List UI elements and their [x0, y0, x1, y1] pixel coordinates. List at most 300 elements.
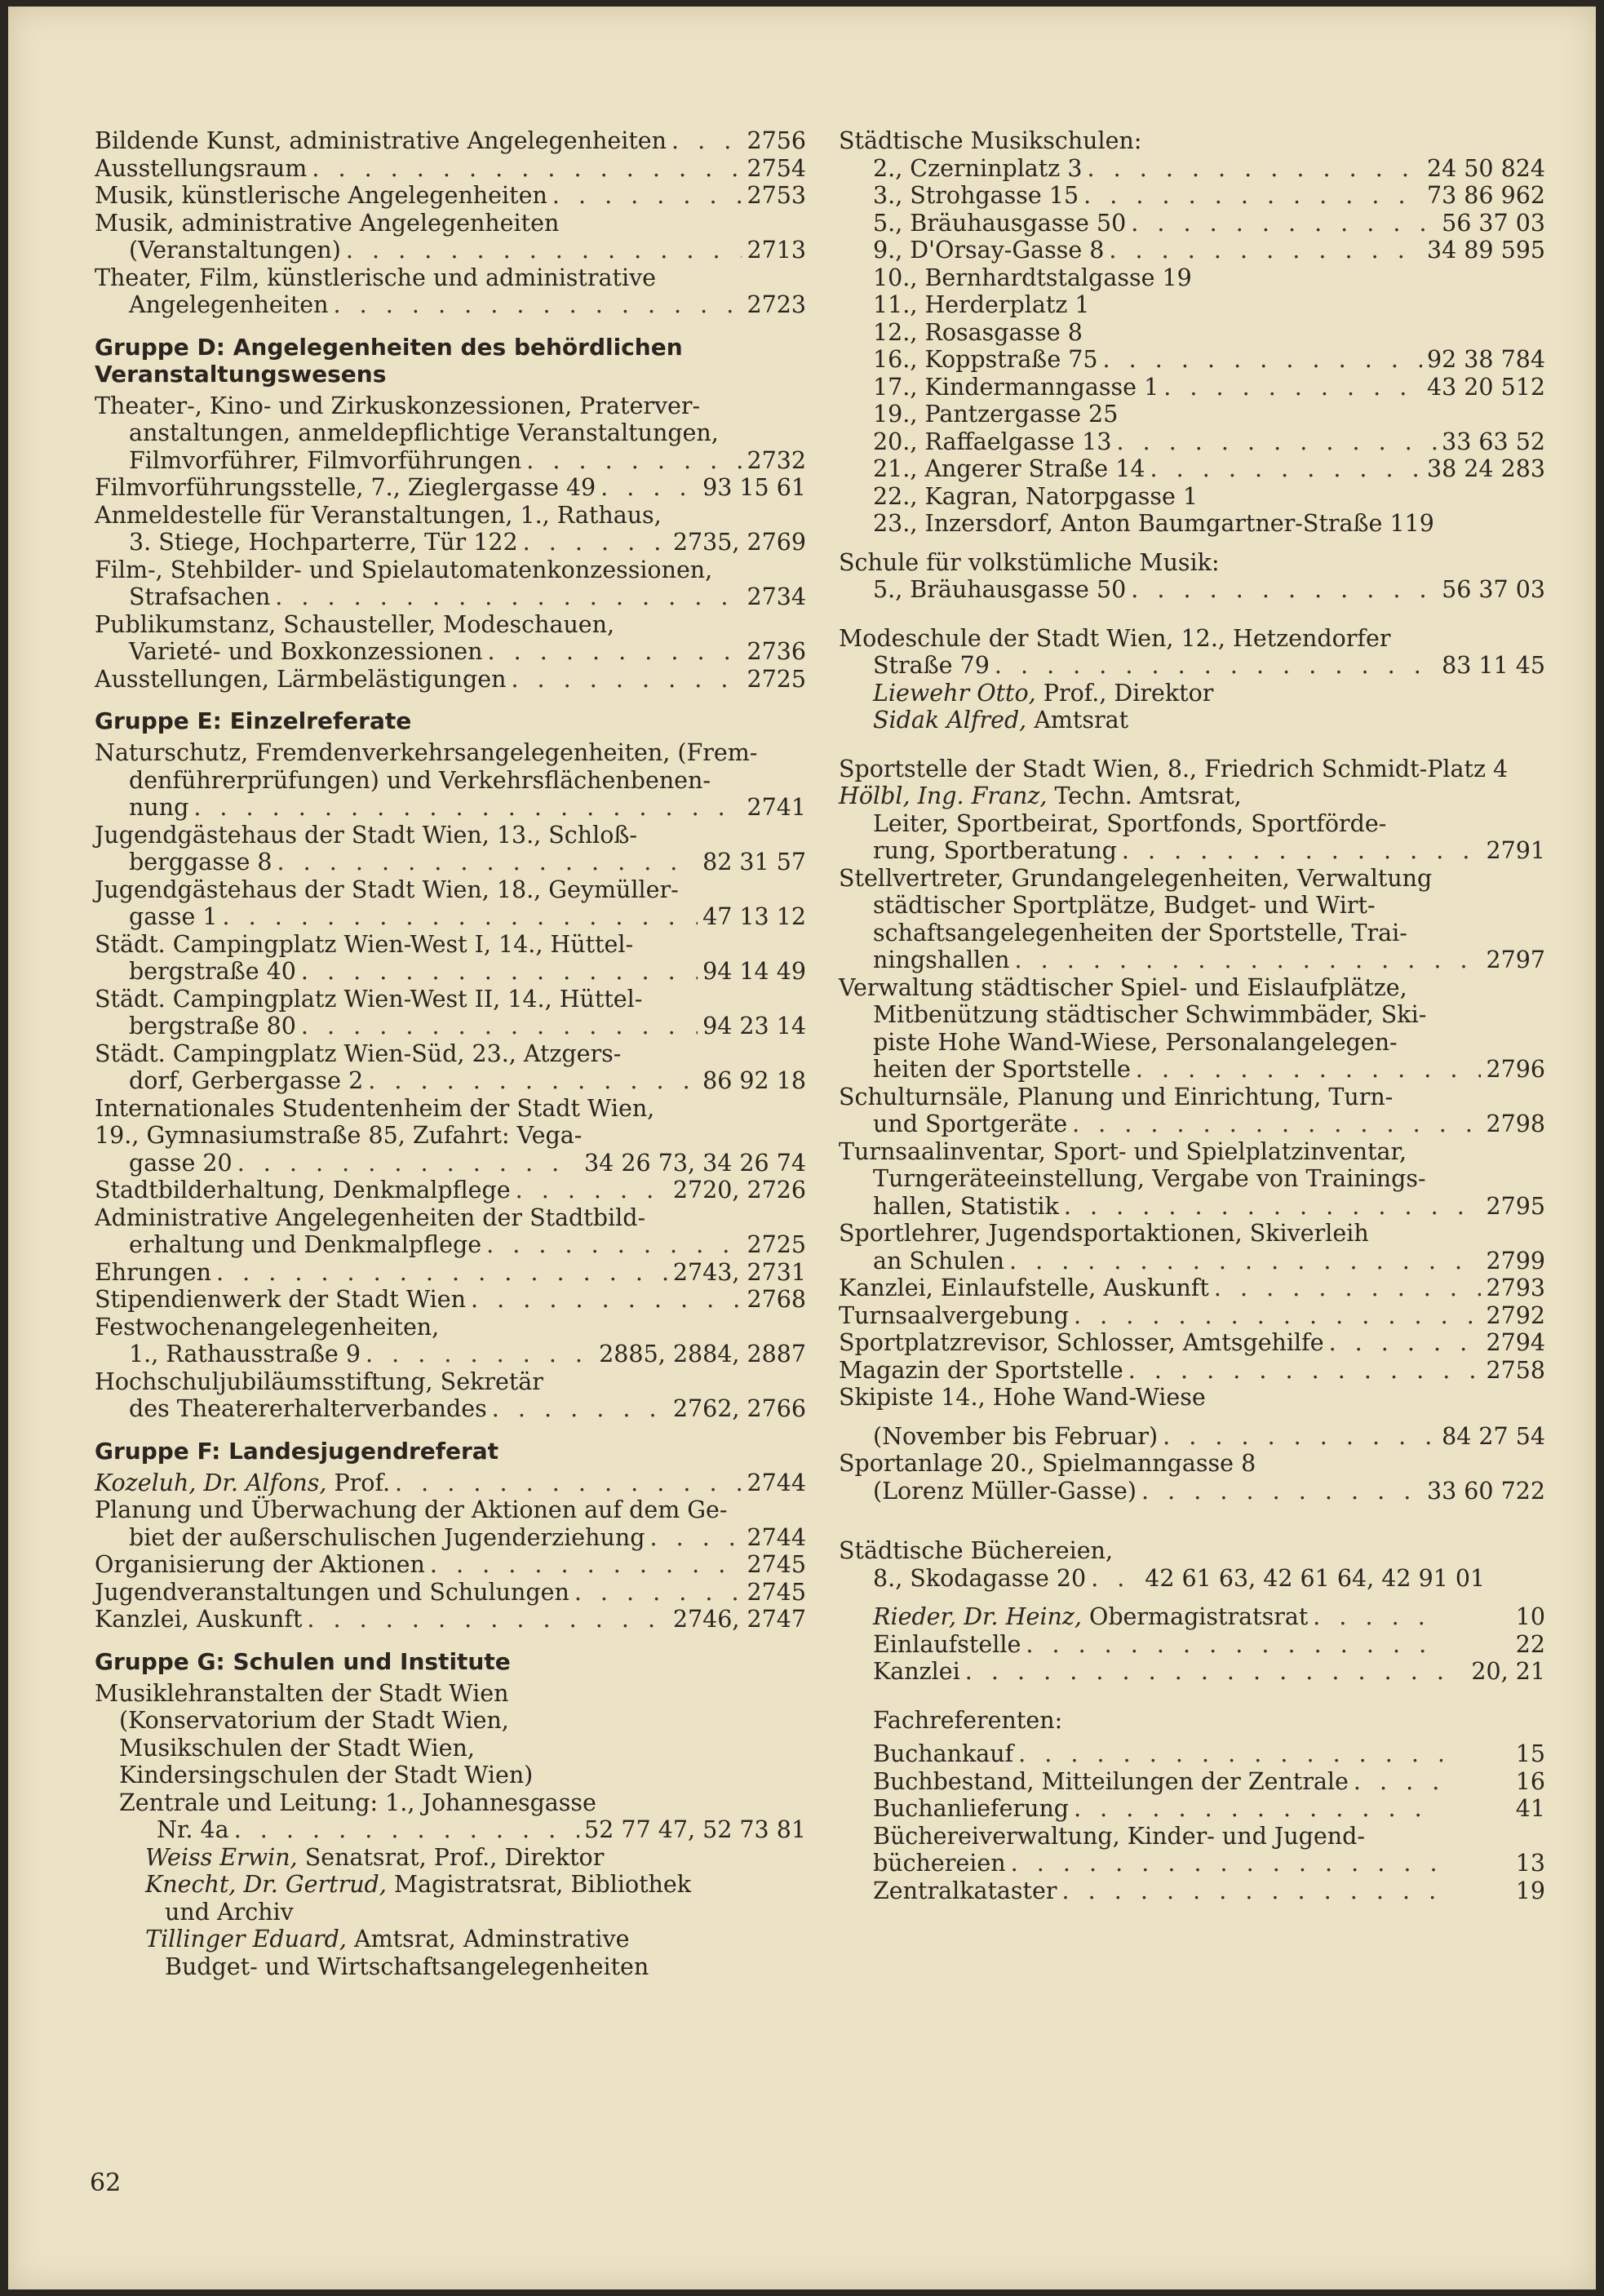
- entry-label: hallen, Statistik: [873, 1192, 1059, 1220]
- entry-text: Büchereiverwaltung, Kinder- und Jugend-: [873, 1822, 1366, 1850]
- leader-dots: [965, 1658, 1442, 1686]
- entry-value: 15: [1515, 1740, 1545, 1767]
- entry-label: Kanzlei, Auskunft: [95, 1606, 303, 1633]
- entry-value: 2745: [747, 1551, 806, 1578]
- entry-value: 47 13 12: [702, 903, 806, 930]
- entry-label: Ehrungen: [95, 1258, 211, 1286]
- entry-label: erhaltung und Denkmalpflege: [129, 1231, 482, 1258]
- list-item: [95, 876, 806, 904]
- entry-label: Zentralkataster: [873, 1877, 1057, 1904]
- entry-label: Stipendienwerk der Stadt Wien: [95, 1286, 466, 1313]
- entry-text: Planung und Überwachung der Aktionen auf dem Ge-: [95, 1496, 728, 1523]
- entry-text: Sportlehrer, Jugendsportaktionen, Skiverleih: [839, 1220, 1369, 1247]
- list-item: [839, 1138, 1545, 1166]
- leader-dots: [523, 529, 668, 556]
- staff-role: Amtsrat, Adminstrative: [354, 1926, 630, 1952]
- entry-label: Buchankauf: [873, 1740, 1014, 1767]
- entry-label: heiten der Sportstelle: [873, 1056, 1131, 1083]
- group-f-head-value: 2744: [747, 1469, 806, 1496]
- modeschule-person-1-name: Liewehr Otto,: [873, 679, 1036, 707]
- list-item: [839, 155, 1545, 183]
- leader-dots: [1163, 374, 1422, 401]
- list-item: Musikschulen der Stadt Wien,: [119, 1734, 475, 1762]
- entry-label: 17., Kindermanngasse 1: [873, 373, 1159, 401]
- list-item: [95, 1095, 806, 1123]
- entry-text: 22., Kagran, Natorpgasse 1: [873, 482, 1199, 510]
- entry-label: Buchbestand, Mitteilungen der Zentrale: [873, 1767, 1349, 1795]
- list-item: [839, 1193, 1545, 1221]
- buechereien-list: [839, 1631, 1545, 1686]
- leader-dots: [216, 1259, 668, 1287]
- list-item: [839, 1658, 1545, 1686]
- entry-text: Schulturnsäle, Planung und Einrichtung, Turn-: [839, 1083, 1394, 1110]
- entry-value: 94 23 14: [702, 1013, 806, 1039]
- entry-text: Naturschutz, Fremdenverkehrsangelegenheiten, (Frem-: [95, 739, 758, 766]
- list-item: [839, 237, 1545, 264]
- entry-value: 2799: [1486, 1247, 1545, 1274]
- list-item: [839, 1248, 1545, 1275]
- staff-line: [95, 1926, 806, 1953]
- list-item: [839, 264, 1545, 292]
- leader-dots: [488, 638, 742, 666]
- musikschulen-list: [839, 155, 1545, 538]
- leader-dots: [334, 291, 742, 319]
- entry-label: Musik, künstlerische Angelegenheiten: [95, 182, 547, 209]
- entry-value: 13: [1515, 1850, 1545, 1877]
- entry-label: bergstraße 40: [129, 958, 296, 985]
- entry-value: 93 15 61: [702, 474, 806, 501]
- group-f-list: [95, 1496, 806, 1633]
- list-item: [95, 1286, 806, 1314]
- sportstelle-head-role: Techn. Amtsrat,: [1054, 782, 1242, 809]
- entry-value: 34 89 595: [1426, 237, 1545, 264]
- list-item: [839, 401, 1545, 428]
- buechereien-head-role: Obermagistratsrat: [1088, 1603, 1309, 1630]
- entry-label: Sportplatzrevisor, Schlosser, Amtsgehilfe: [839, 1329, 1324, 1356]
- buechereien-title: Städtische Büchereien,: [839, 1537, 1114, 1564]
- leader-dots: [1141, 1478, 1422, 1505]
- list-item: [839, 1084, 1545, 1111]
- entry-text: Verwaltung städtischer Spiel- und Eislaufplätze,: [839, 973, 1407, 1001]
- entry-text: Publikumstanz, Schausteller, Modeschauen,: [95, 610, 615, 638]
- list-item: [839, 1165, 1545, 1193]
- list-item: [95, 1231, 806, 1259]
- leader-dots: [307, 1606, 667, 1633]
- entry-value: 2745: [747, 1578, 806, 1606]
- modeschule-person-2-name: Sidak Alfred,: [873, 707, 1027, 734]
- list-item: [95, 666, 806, 694]
- entry-value: 2798: [1486, 1110, 1545, 1137]
- page-number: 62: [90, 2169, 122, 2197]
- entry-value: 2720, 2726: [672, 1177, 806, 1203]
- list-item: [95, 611, 806, 639]
- entry-label: biet der außerschulischen Jugenderziehung: [129, 1523, 645, 1551]
- entry-label: (Lorenz Müller-Gasse): [873, 1477, 1137, 1505]
- entry-label: (November bis Februar): [873, 1422, 1159, 1450]
- leader-dots: [1009, 1248, 1482, 1275]
- list-item: [95, 1314, 806, 1341]
- leader-dots: [430, 1551, 742, 1579]
- entry-label: 16., Koppstraße 75: [873, 346, 1098, 373]
- buechereien-head-value: 10: [1515, 1603, 1545, 1630]
- list-item: [839, 837, 1545, 865]
- leader-dots: [1136, 1056, 1482, 1084]
- list-item: [839, 455, 1545, 483]
- volksmusik-label: 5., Bräuhausgasse 50: [873, 576, 1127, 603]
- entry-value: 84 27 54: [1442, 1422, 1545, 1450]
- entry-label: Angelegenheiten: [129, 291, 329, 318]
- entry-value: 34 26 73, 34 26 74: [584, 1149, 806, 1177]
- sportstelle-head: [839, 782, 1545, 810]
- list-item: Zentrale und Leitung: 1., Johannesgasse: [119, 1788, 596, 1816]
- entry-value: 43 20 512: [1426, 373, 1545, 401]
- entry-text: Anmeldestelle für Veranstaltungen, 1., Rathaus,: [95, 501, 662, 529]
- entry-value: 2725: [747, 665, 806, 693]
- entry-text: Internationales Studentenheim der Stadt Wien,: [95, 1094, 655, 1122]
- entry-value: 2736: [747, 638, 806, 665]
- list-item: [95, 849, 806, 876]
- list-item: [839, 1631, 1545, 1659]
- leader-dots: [368, 1067, 698, 1095]
- entry-value: 2758: [1486, 1356, 1545, 1384]
- leader-dots: [649, 1524, 742, 1552]
- leader-dots: [301, 1013, 698, 1040]
- entry-text: Hochschuljubiläumsstiftung, Sekretär: [95, 1367, 543, 1395]
- entry-text: Jugendgästehaus der Stadt Wien, 13., Schloß-: [95, 821, 638, 849]
- list-item: Musiklehranstalten der Stadt Wien: [95, 1679, 509, 1707]
- entry-label: Stadtbilderhaltung, Denkmalpflege: [95, 1177, 511, 1203]
- group-g-nr-label: Nr. 4a: [157, 1816, 229, 1843]
- list-item: [839, 291, 1545, 319]
- list-item: [839, 1329, 1545, 1357]
- entry-text: Film-, Stehbilder- und Spielautomatenkonzessionen,: [95, 556, 713, 583]
- list-item: [839, 1740, 1545, 1768]
- entry-text: Festwochenangelegenheiten,: [95, 1313, 440, 1341]
- entry-label: Kanzlei: [873, 1658, 960, 1685]
- entry-label: (Veranstaltungen): [129, 237, 341, 264]
- entry-value: 41: [1515, 1795, 1545, 1822]
- entry-value: 2756: [747, 127, 806, 154]
- entry-text: Skipiste 14., Hohe Wand-Wiese: [839, 1384, 1206, 1411]
- list-item: [839, 974, 1545, 1002]
- entry-text: 12., Rosasgasse 8: [873, 318, 1083, 346]
- list-item: [95, 1150, 806, 1177]
- entry-value: 19: [1515, 1877, 1545, 1904]
- entry-value: 56 37 03: [1442, 209, 1545, 237]
- modeschule-person-2: [839, 707, 1545, 734]
- group-d-title: Gruppe D: Angelegenheiten des behördlichen Veranstaltungswesens: [95, 333, 683, 388]
- list-item: [839, 810, 1545, 838]
- list-item: [839, 1110, 1545, 1138]
- leader-dots: [1015, 946, 1482, 974]
- list-item: [95, 1551, 806, 1579]
- list-item: [839, 1823, 1545, 1851]
- leader-dots: [301, 958, 698, 986]
- entry-value: 2768: [747, 1286, 806, 1313]
- entry-value: 33 60 722: [1426, 1477, 1545, 1505]
- leader-dots: [511, 666, 742, 694]
- entry-value: 2791: [1486, 837, 1545, 864]
- entry-label: Filmvorführer, Filmvorführungen: [129, 446, 522, 474]
- entry-value: 2741: [747, 794, 806, 821]
- list-item: [839, 510, 1545, 538]
- list-item: [95, 182, 806, 210]
- entry-label: rung, Sportberatung: [873, 837, 1117, 864]
- leader-dots: [1109, 237, 1422, 264]
- entry-label: nung: [129, 794, 189, 821]
- staff-name: Weiss Erwin,: [145, 1843, 298, 1871]
- list-item: [95, 1013, 806, 1040]
- modeschule-value: 83 11 45: [1442, 652, 1545, 679]
- fachreferenten-title: Fachreferenten:: [873, 1706, 1063, 1734]
- entry-text: piste Hohe Wand-Wiese, Personalangelegen-: [873, 1028, 1398, 1056]
- list-item: [839, 428, 1545, 456]
- entry-value: 2713: [747, 237, 806, 264]
- entry-label: berggasse 8: [129, 849, 273, 875]
- entry-text: Theater, Film, künstlerische und administrative: [95, 264, 657, 291]
- list-item: [839, 865, 1545, 893]
- list-item: [839, 892, 1545, 920]
- buechereien-address-value: 42 61 63, 42 61 64, 42 91 01: [1145, 1564, 1486, 1592]
- leader-dots: [275, 583, 742, 611]
- entry-value: 33 63 52: [1442, 428, 1545, 455]
- entry-label: 21., Angerer Straße 14: [873, 455, 1145, 482]
- leader-dots: [1026, 1631, 1442, 1659]
- staff-line: [95, 1871, 806, 1899]
- entry-value: 2754: [747, 154, 806, 182]
- list-item: [839, 1850, 1545, 1877]
- entry-label: Strafsachen: [129, 583, 271, 610]
- list-item: [95, 931, 806, 959]
- buechereien-head: [839, 1603, 1545, 1631]
- entry-label: Kanzlei, Einlaufstelle, Auskunft: [839, 1274, 1209, 1301]
- entry-label: Magazin der Sportstelle: [839, 1356, 1123, 1384]
- list-item: [95, 1122, 806, 1150]
- leader-dots: [1116, 428, 1437, 456]
- list-item: [839, 1302, 1545, 1330]
- staff-line: Budget- und Wirtschaftsangelegenheiten: [165, 1952, 649, 1980]
- entry-label: Organisierung der Aktionen: [95, 1551, 425, 1578]
- entry-label: 3., Strohgasse 15: [873, 182, 1079, 209]
- group-g-staff: [95, 1844, 806, 1981]
- group-g-nr: [95, 1816, 806, 1844]
- entry-value: 2746, 2747: [672, 1606, 806, 1633]
- entry-label: Buchanlieferung: [873, 1795, 1070, 1822]
- leader-dots: [1150, 455, 1421, 483]
- entry-value: 2734: [747, 583, 806, 610]
- list-item: Kindersingschulen der Stadt Wien): [119, 1762, 534, 1788]
- entry-value: 86 92 18: [702, 1067, 806, 1094]
- staff-role: Magistratsrat, Bibliothek: [393, 1871, 692, 1898]
- list-item: [839, 1357, 1545, 1385]
- entry-text: Städt. Campingplatz Wien-Süd, 23., Atzgers-: [95, 1039, 622, 1067]
- list-item: [839, 319, 1545, 347]
- entry-label: Einlaufstelle: [873, 1630, 1021, 1658]
- entry-value: 73 86 962: [1426, 182, 1545, 209]
- entry-label: Ausstellungsraum: [95, 154, 308, 182]
- group-f-head-name: Kozeluh, Dr. Alfons,: [95, 1469, 327, 1496]
- staff-name: Tillinger Eduard,: [145, 1926, 347, 1952]
- list-item: [95, 1341, 806, 1368]
- leader-dots: [1163, 1423, 1437, 1451]
- leader-dots: [1061, 1877, 1442, 1905]
- entry-text: Mitbenützung städtischer Schwimmbäder, Ski-: [873, 1001, 1427, 1028]
- entry-text: 23., Inzersdorf, Anton Baumgartner-Straße 119: [873, 510, 1434, 537]
- leader-dots: [1214, 1274, 1482, 1302]
- leader-dots: [366, 1341, 594, 1368]
- sportstelle-head-name: Hölbl, Ing. Franz,: [839, 782, 1048, 809]
- entry-value: 94 14 49: [702, 958, 806, 985]
- leader-dots: [671, 127, 742, 155]
- list-item: [95, 392, 806, 420]
- group-g-list: [95, 1680, 806, 1817]
- entry-value: 2796: [1486, 1056, 1545, 1083]
- modeschule-address: [839, 652, 1545, 680]
- entry-label: bergstraße 80: [129, 1013, 296, 1039]
- list-item: [839, 920, 1545, 947]
- group-f-head: [95, 1469, 806, 1497]
- buechereien-head-name: Rieder, Dr. Heinz,: [873, 1603, 1082, 1630]
- entry-label: Jugendveranstaltungen und Schulungen: [95, 1578, 569, 1606]
- musikschulen-title: Städtische Musikschulen:: [839, 127, 1142, 154]
- leader-dots: [600, 474, 698, 502]
- entry-value: 2793: [1486, 1274, 1545, 1301]
- entry-text: 11., Herderplatz 1: [873, 291, 1090, 318]
- entry-text: denführerprüfungen) und Verkehrsflächenbenen-: [129, 766, 711, 794]
- list-item: [95, 1524, 806, 1552]
- list-item: [95, 794, 806, 822]
- leader-dots: [1329, 1329, 1482, 1357]
- volksmusik-title: Schule für volkstümliche Musik:: [839, 548, 1220, 576]
- entry-value: 82 31 57: [702, 849, 806, 875]
- list-item: [95, 502, 806, 530]
- leader-dots: [486, 1231, 742, 1259]
- entry-text: Städt. Campingplatz Wien-West I, 14., Hüttel-: [95, 930, 634, 958]
- list-item: [95, 638, 806, 666]
- entry-value: 2794: [1486, 1329, 1545, 1356]
- staff-line: [95, 1844, 806, 1872]
- entry-label: 20., Raffaelgasse 13: [873, 428, 1112, 455]
- document-page: [8, 7, 1596, 2289]
- group-d-list: [95, 392, 806, 694]
- entry-value: 92 38 784: [1426, 346, 1545, 373]
- entry-text: 19., Gymnasiumstraße 85, Zufahrt: Vega-: [95, 1122, 583, 1149]
- entry-value: 2792: [1486, 1301, 1545, 1329]
- list-item: [839, 1478, 1545, 1505]
- leader-dots: [1128, 1357, 1482, 1385]
- group-e-title: Gruppe E: Einzelreferate: [95, 707, 412, 734]
- entry-label: Bildende Kunst, administrative Angelegenheiten: [95, 127, 667, 154]
- list-item: [95, 1040, 806, 1068]
- staff-line: und Archiv: [165, 1898, 294, 1926]
- list-item: [95, 986, 806, 1013]
- list-item: [95, 529, 806, 556]
- entry-label: Ausstellungen, Lärmbelästigungen: [95, 665, 507, 693]
- list-item: [839, 483, 1545, 511]
- entry-value: 2725: [747, 1231, 806, 1258]
- list-item: [95, 419, 806, 447]
- list-item: [839, 1450, 1545, 1478]
- list-item: [839, 374, 1545, 401]
- entry-text: Sportanlage 20., Spielmanngasse 8: [839, 1450, 1256, 1477]
- list-item: [95, 1204, 806, 1232]
- list-item: [839, 1384, 1545, 1412]
- entry-label: dorf, Gerbergasse 2: [129, 1067, 364, 1094]
- leader-dots: [552, 182, 742, 210]
- leader-dots: [1087, 155, 1421, 183]
- list-item: [95, 1606, 806, 1633]
- group-f-title: Gruppe F: Landesjugendreferat: [95, 1437, 499, 1465]
- leader-dots: [1074, 1302, 1482, 1330]
- leader-dots: [1074, 1795, 1442, 1823]
- modeschule-person-2-role: Amtsrat: [1034, 707, 1129, 734]
- list-item: [839, 1220, 1545, 1248]
- leader-dots: [346, 237, 742, 264]
- list-item: [95, 474, 806, 502]
- list-item: [839, 1274, 1545, 1302]
- entry-value: 38 24 283: [1426, 455, 1545, 482]
- entry-label: 2., Czerninplatz 3: [873, 154, 1083, 182]
- entry-text: Jugendgästehaus der Stadt Wien, 18., Geymüller-: [95, 875, 679, 903]
- group-f-head-title: Prof.: [334, 1469, 391, 1496]
- list-item: [839, 1877, 1545, 1905]
- list-item: [95, 447, 806, 475]
- entry-text: 10., Bernhardtstalgasse 19: [873, 264, 1192, 291]
- entry-label: 1., Rathausstraße 9: [129, 1341, 361, 1367]
- entry-label: an Schulen: [873, 1247, 1004, 1274]
- list-item: [95, 1496, 806, 1524]
- list-item: [95, 1259, 806, 1287]
- list-item: [95, 767, 806, 795]
- list-item: [95, 1579, 806, 1607]
- entry-label: und Sportgeräte: [873, 1110, 1068, 1137]
- list-item: [839, 182, 1545, 210]
- entry-value: 24 50 824: [1426, 154, 1545, 182]
- entry-label: Varieté- und Boxkonzessionen: [129, 638, 483, 665]
- list-item: [839, 1001, 1545, 1029]
- buechereien-address: [839, 1565, 1545, 1593]
- group-g-nr-value: 52 77 47, 52 73 81: [584, 1816, 806, 1843]
- entry-value: 2723: [747, 291, 806, 318]
- list-item: [95, 1395, 806, 1423]
- leader-dots: [223, 903, 698, 931]
- entry-label: büchereien: [873, 1850, 1006, 1877]
- list-item: [839, 210, 1545, 237]
- list-item: [95, 822, 806, 849]
- list-item: [95, 237, 806, 264]
- entry-value: 2795: [1486, 1192, 1545, 1220]
- fachreferenten-list: [839, 1740, 1545, 1904]
- leader-dots: [1072, 1110, 1481, 1138]
- entry-value: 2743, 2731: [672, 1258, 806, 1286]
- entry-text: Turnsaalinventar, Sport- und Spielplatzinventar,: [839, 1137, 1407, 1165]
- entry-label: gasse 1: [129, 903, 218, 930]
- leader-dots: [516, 1177, 668, 1204]
- list-item: [95, 583, 806, 611]
- sportstelle-title: Sportstelle der Stadt Wien, 8., Friedrich Schmidt-Platz 4: [839, 755, 1509, 782]
- entry-text: städtischer Sportplätze, Budget- und Wirt-: [873, 892, 1376, 919]
- list-item: [95, 556, 806, 584]
- sportstelle-list: [839, 810, 1545, 1505]
- list-item: [95, 264, 806, 292]
- volksmusik-value: 56 37 03: [1442, 576, 1545, 603]
- leader-dots: [277, 849, 698, 876]
- entry-text: schaftsangelegenheiten der Sportstelle, Trai-: [873, 919, 1407, 946]
- list-item: [95, 1177, 806, 1204]
- leader-dots: [1122, 837, 1482, 865]
- list-item: [839, 1768, 1545, 1796]
- leader-dots: [526, 447, 742, 475]
